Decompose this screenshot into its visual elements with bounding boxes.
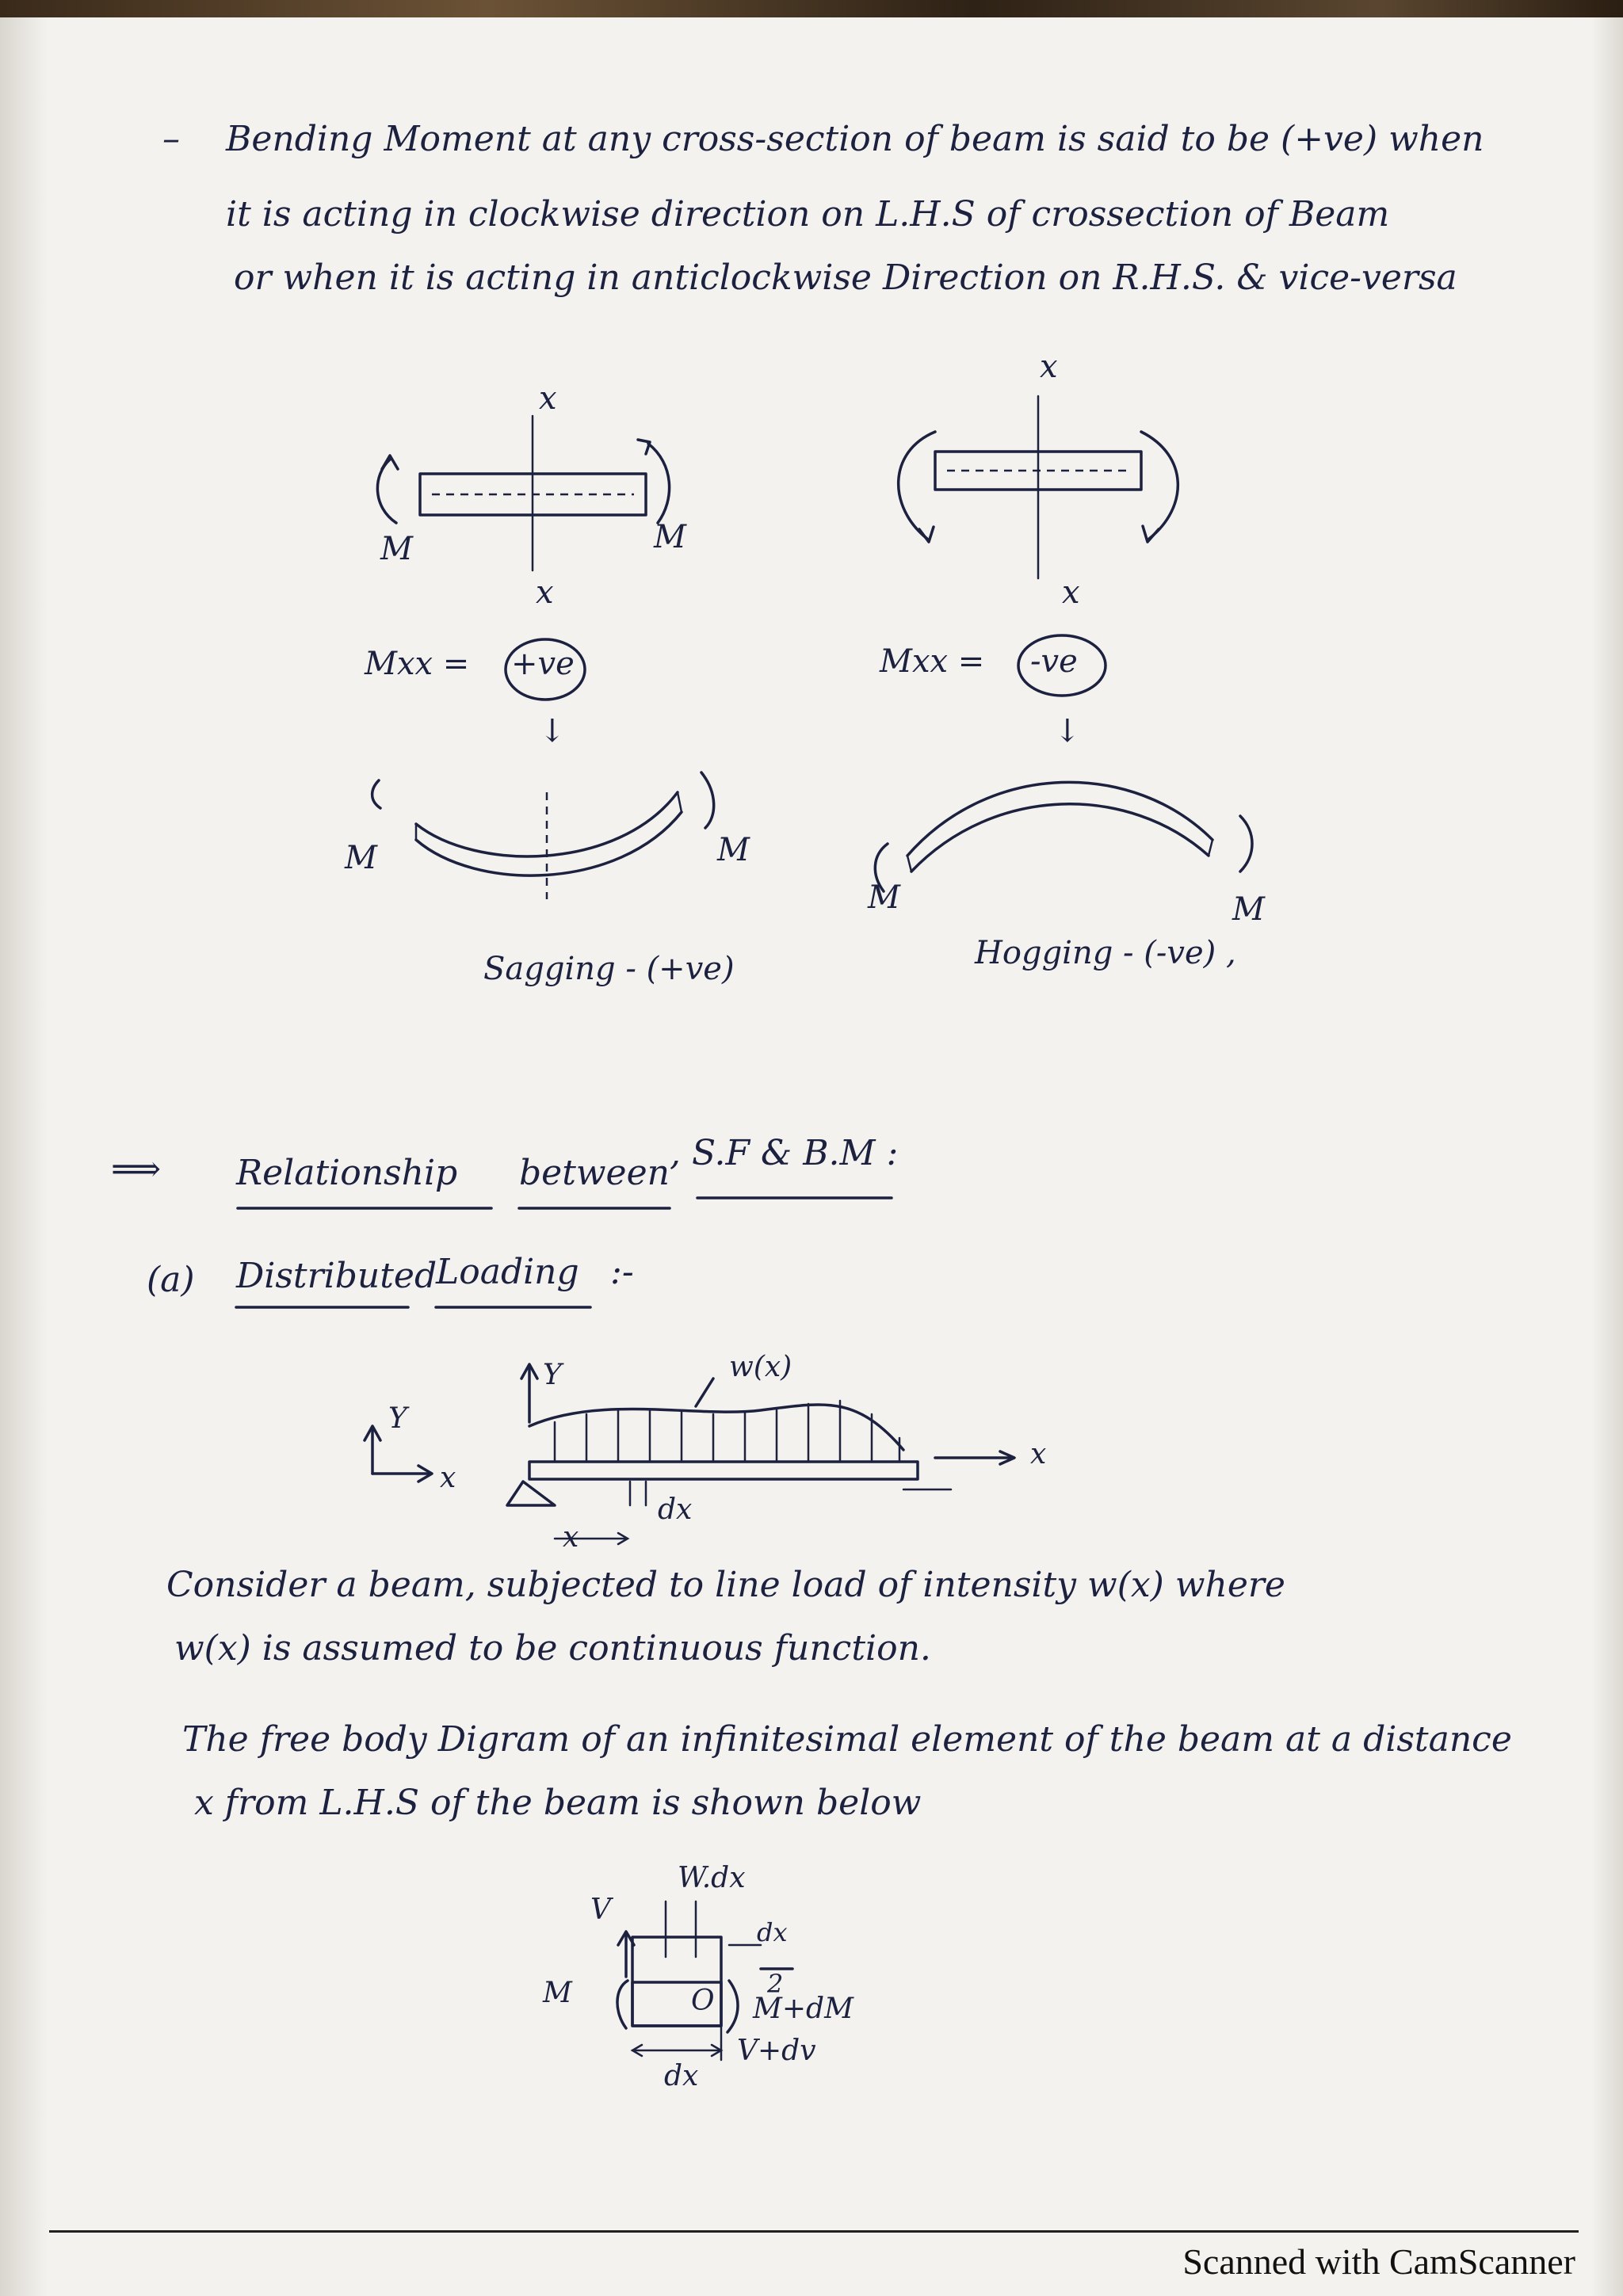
left-sign-pos: +ve	[511, 646, 575, 682]
fbd-v-label: V	[590, 1894, 611, 1926]
heading-relationship: Relationship	[236, 1153, 458, 1193]
fbd-mdm-label: M+dM	[753, 1993, 854, 2025]
sag-moment-right	[701, 772, 714, 828]
pin-support	[507, 1482, 555, 1505]
para-line-4: x from L.H.S of the beam is shown below	[194, 1783, 922, 1823]
load-label-pointer	[696, 1379, 713, 1406]
hogging-caption: Hogging - (-ve) ,	[975, 935, 1236, 971]
right-eq-label: Mxx =	[880, 643, 985, 680]
axis-y-label: Y	[388, 1402, 407, 1435]
right-sign-neg: -ve	[1030, 643, 1078, 680]
section-arrow: ⟹	[111, 1149, 162, 1189]
footer-divider	[49, 2230, 1579, 2233]
fbd-o-label: O	[691, 1985, 715, 2017]
camscanner-watermark: Scanned with CamScanner	[1182, 2241, 1575, 2282]
left-m-label: M	[380, 531, 413, 567]
hog-moment-arc-right	[1141, 432, 1178, 539]
hog-beam-top	[907, 782, 1212, 856]
moment-arc-right	[648, 444, 670, 523]
heading-sfbm: , S.F & B.M :	[670, 1133, 899, 1173]
para-line-2: w(x) is assumed to be continuous function.	[174, 1628, 931, 1669]
hog-m-left: M	[868, 879, 900, 916]
fbd-mdm-arc	[727, 1981, 738, 2032]
load-x-dist-label: x	[563, 1521, 579, 1554]
heading-between: between	[519, 1153, 670, 1193]
moment-arrowhead-left	[382, 456, 398, 469]
fbd-vdv-label: V+dv	[737, 2035, 816, 2067]
sag-m-left: M	[345, 840, 377, 876]
right-down-arrow: ↓	[1054, 713, 1081, 749]
sub-colon: :-	[610, 1252, 634, 1292]
fbd-half-num: dx	[757, 1917, 788, 1947]
beam-loaded	[529, 1462, 918, 1479]
moment-arrowhead-right	[638, 440, 650, 454]
left-x-bottom: x	[536, 574, 554, 611]
right-m-label: M	[654, 519, 686, 555]
intro-line-3: or when it is acting in anticlockwise Direction on R.H.S. & vice-versa	[234, 257, 1457, 298]
hog-arrowhead-right	[1143, 526, 1159, 542]
moment-arc-left	[377, 460, 396, 523]
sagging-caption: Sagging - (+ve)	[483, 951, 735, 987]
sag-beam-end-right	[678, 792, 682, 812]
left-eq-label: Mxx =	[365, 646, 470, 682]
x-axis-end-label: x	[1030, 1438, 1047, 1470]
fbd-m-label: M	[543, 1977, 572, 2009]
hog-beam-end-left	[907, 856, 911, 871]
left-x-top: x	[539, 380, 557, 417]
sag-m-right: M	[717, 832, 750, 868]
fbd-load-label: W.dx	[678, 1862, 746, 1894]
hog-x-bottom: x	[1062, 574, 1080, 611]
para-line-3: The free body Digram of an infinitesimal element of the beam at a distance	[182, 1719, 1512, 1760]
hog-beam-end-right	[1209, 840, 1212, 856]
load-wx-label: w(x)	[729, 1351, 792, 1383]
intro-line-1: Bending Moment at any cross-section of beam is said to be (+ve) when	[226, 119, 1484, 159]
axis-x-label: x	[440, 1462, 456, 1494]
para-line-1: Consider a beam, subjected to line load of intensity w(x) where	[166, 1565, 1285, 1605]
hog-arrowhead-left	[919, 527, 934, 542]
hog-moment-arc-left	[899, 432, 935, 539]
left-down-arrow: ↓	[539, 713, 566, 749]
fbd-half-den: 2	[767, 1969, 784, 1999]
hog-moment-right	[1240, 816, 1252, 871]
fbd-dx-label: dx	[664, 2060, 699, 2092]
hog-m-right: M	[1232, 891, 1265, 928]
load-dx-label: dx	[658, 1493, 693, 1526]
sub-label: (a)	[147, 1260, 195, 1300]
sub-distributed: Distributed	[236, 1256, 437, 1296]
fbd-m-arc	[617, 1981, 628, 2028]
intro-dash: –	[162, 119, 180, 159]
sag-moment-left	[372, 780, 380, 808]
load-y-label: Y	[543, 1359, 562, 1391]
sub-loading: Loading	[436, 1252, 579, 1292]
hog-x-top: x	[1040, 349, 1058, 385]
intro-line-2: it is acting in clockwise direction on L.H.S of crossection of Beam	[226, 194, 1390, 235]
